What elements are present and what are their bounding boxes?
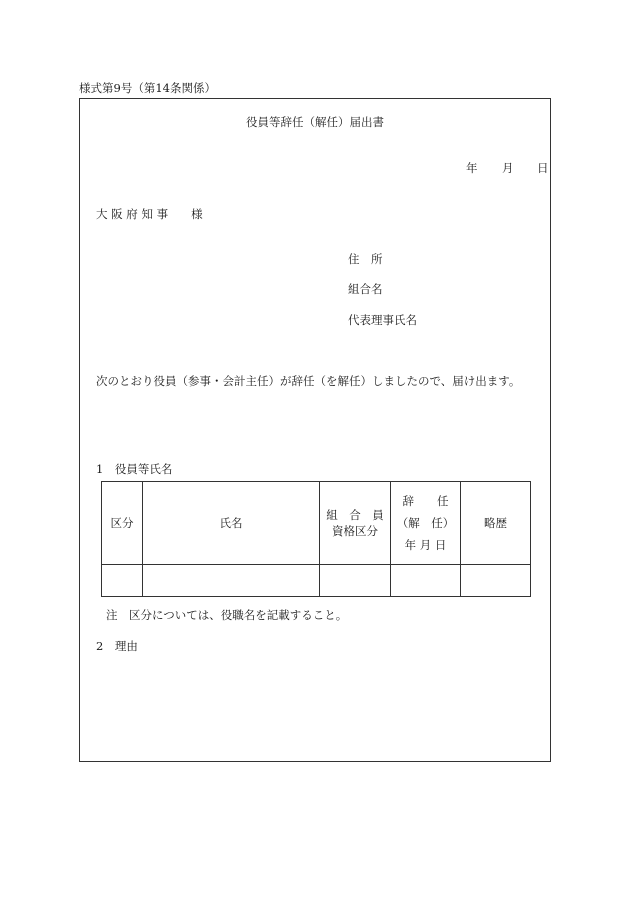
header-kubun: 区分: [102, 482, 143, 565]
table-row: [102, 565, 531, 597]
header-member-qualification: [320, 482, 391, 565]
form-number-label: 様式第9号（第14条関係）: [79, 81, 216, 95]
applicant-union-name-label: 組合名: [348, 282, 383, 296]
form-title: 役員等辞任（解任）届出書: [246, 115, 384, 129]
header-resign-line3: 年 月 日: [404, 538, 447, 552]
header-resign-line2: （解 任）: [396, 516, 455, 530]
section-2-heading: 2 理由: [96, 639, 138, 653]
officer-table: [101, 481, 531, 597]
date-month: 月: [502, 161, 514, 175]
form-frame: [79, 98, 551, 762]
header-name: 氏名: [143, 482, 320, 565]
header-member-line1: 組 合 員: [326, 508, 384, 522]
notice-body-text: 次のとおり役員（参事・会計主任）が辞任（を解任）しましたので、届け出ます。: [96, 374, 521, 388]
addressee: 大 阪 府 知 事 様: [96, 207, 203, 221]
cell-history[interactable]: [461, 565, 531, 597]
cell-kubun[interactable]: [102, 565, 143, 597]
cell-resignation-date[interactable]: [391, 565, 461, 597]
table-note: 注 区分については、役職名を記載すること。: [106, 608, 348, 622]
table-header-row: [102, 482, 531, 565]
section-1-heading: 1 役員等氏名: [96, 462, 173, 476]
applicant-address-label: 住 所: [348, 252, 383, 266]
applicant-representative-label: 代表理事氏名: [348, 313, 417, 327]
date-day: 日: [537, 161, 549, 175]
cell-name[interactable]: [143, 565, 320, 597]
header-resignation-date: [391, 482, 461, 565]
header-history: 略歴: [461, 482, 531, 565]
date-year: 年: [466, 161, 478, 175]
header-member-line2: 資格区分: [332, 524, 378, 538]
header-resign-line1: 辞 任: [402, 494, 449, 508]
cell-member-qualification[interactable]: [320, 565, 391, 597]
